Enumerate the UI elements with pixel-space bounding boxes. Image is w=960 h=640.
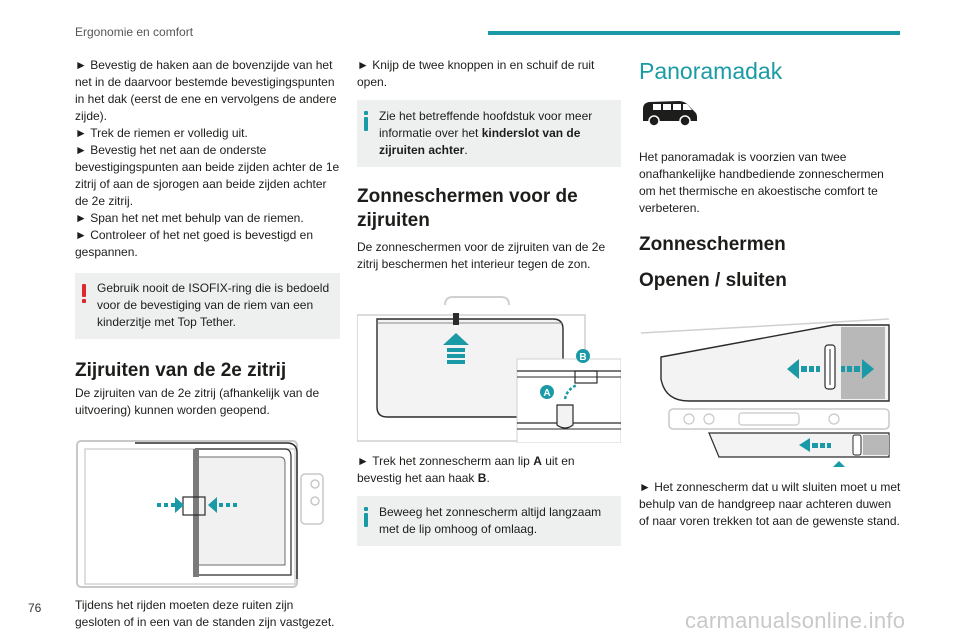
side-windows-intro: De zijruiten van de 2e zitrij (afhankelijk van de uitvoering) kunnen worden geopend.	[75, 386, 320, 417]
bullet-pull-b: B	[477, 471, 487, 485]
info-icon	[364, 111, 369, 131]
heading-window-sunshades: Zonneschermen voor de zijruiten	[357, 186, 578, 231]
info-move-slowly-text: Beweeg het zonnescherm altijd langzaam met de lip omhoog of omlaag.	[379, 505, 602, 536]
label-a: A	[543, 388, 551, 399]
warning-box	[75, 273, 340, 339]
info-child-lock-post: .	[464, 143, 468, 157]
column-2	[357, 57, 621, 556]
illustration-window-sunshade	[357, 293, 621, 443]
column-3	[639, 57, 901, 530]
running-header: Ergonomie en comfort	[75, 25, 194, 39]
bullet-check: ► Controleer of het net goed is bevestigd en gespannen.	[75, 227, 340, 261]
heading-panoramic-roof: Panoramadak	[639, 58, 783, 84]
info-box-child-lock	[357, 100, 621, 167]
bullet-squeeze-buttons: ► Knijp de twee knoppen in en schuif de ruit open.	[357, 57, 621, 91]
panoramic-roof-intro: Het panoramadak is voorzien van twee onafhankelijke handbediende zonneschermen om het thermische en akoestische comfort te verbeteren.	[639, 150, 884, 215]
info-child-lock-bold: kinderslot van de zijruiten achter	[379, 126, 581, 157]
illustration-side-window	[75, 439, 340, 589]
heading-sunshades: Zonneschermen	[639, 234, 786, 255]
bullet-pull-sunshade	[357, 453, 621, 487]
label-b: B	[579, 352, 587, 363]
watermark: carmanualsonline.info	[685, 608, 906, 633]
bullet-straps: ► Trek de riemen er volledig uit.	[75, 125, 340, 142]
bullet-pull-pre: Trek het zonnescherm aan lip	[372, 454, 534, 468]
roof-sunshade-drawing	[639, 317, 901, 467]
vehicle-icon	[639, 97, 699, 129]
bullet-pull-mid: uit en bevestig het aan haak	[357, 454, 575, 485]
bullet-slide-roof-sunshade: ► Het zonnescherm dat u wilt sluiten moet u met behulp van de handgreep naar achteren duwen of naar voren trekken tot aan de gewenste stand.	[639, 479, 901, 530]
column-1	[75, 57, 340, 631]
info-child-lock-pre: Zie het betreffende hoofdstuk voor meer informatie over het	[379, 109, 593, 140]
window-sunshades-intro: De zonneschermen voor de zijruiten van de 2e zitrij beschermen het interieur tegen de zon.	[357, 240, 606, 271]
bullet-tension: ► Span het net met behulp van de riemen.	[75, 210, 340, 227]
info-box-move-slowly	[357, 496, 621, 546]
side-windows-caption: Tijdens het rijden moeten deze ruiten zijn gesloten of in een van de standen zijn vastgezet.	[75, 598, 335, 629]
bullet-lower-points: ► Bevestig het net aan de onderste bevestigingspunten aan beide zijden achter de 1e zitrij of aan de sjorogen aan beide zijden achter de 2e zitrij.	[75, 142, 340, 210]
window-sunshade-drawing	[357, 293, 621, 443]
bullet-pull-a: A	[533, 454, 542, 468]
heading-side-windows: Zijruiten van de 2e zitrij	[75, 360, 287, 381]
info-icon	[364, 507, 369, 527]
heading-open-close: Openen / sluiten	[639, 270, 787, 291]
illustration-roof-sunshade	[639, 317, 901, 467]
warning-icon	[82, 284, 87, 303]
bullet-pull-post: .	[486, 471, 490, 485]
warning-text: Gebruik nooit de ISOFIX-ring die is bedoeld voor de bevestiging van de riem van een kinderzitje met Top Tether.	[97, 281, 330, 329]
side-window-drawing	[75, 439, 340, 589]
bullet-hooks: ► Bevestig de haken aan de bovenzijde van het net in de daarvoor bestemde bevestigingspunten in het dak (eerst de ene en vervolgens de andere zijde).	[75, 57, 340, 125]
page-number: 76	[28, 601, 42, 615]
header-accent-bar	[488, 31, 900, 35]
